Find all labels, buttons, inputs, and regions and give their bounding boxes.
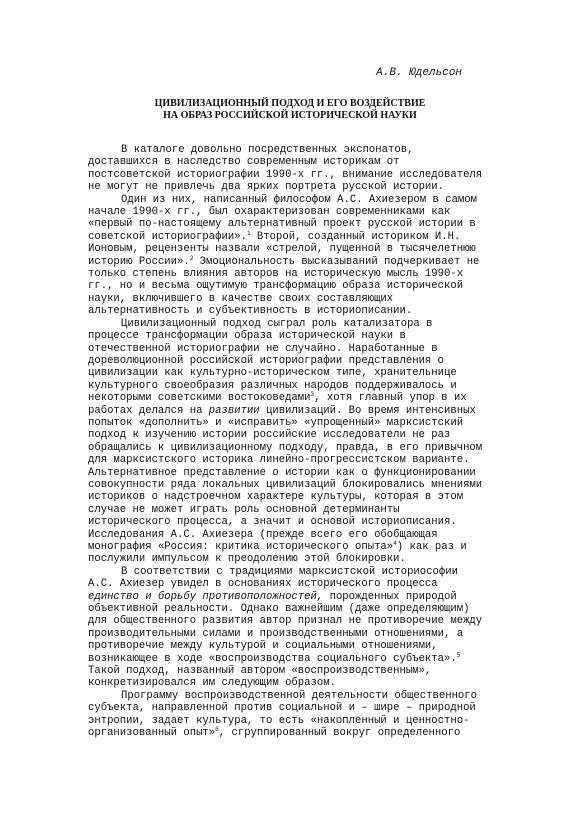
footnote-ref-3[interactable]: 3	[310, 391, 315, 399]
text-line: дореволюционной российской историографии представления о	[88, 354, 445, 367]
text-line: Альтернативное представление о истории как о функционировании	[88, 466, 476, 479]
text-line	[88, 653, 500, 665]
text-fragment: ) как раз и	[396, 541, 467, 553]
text-line: В соответствии с традициями марксистской историософии	[121, 565, 458, 578]
text-line: послужили импульсом к преодолению этой блокировки.	[88, 553, 406, 566]
text-line: подход к изучению истории российские исследователи не раз	[88, 429, 451, 442]
text-line: Цивилизационный подход сыграл роль катализатора в	[121, 317, 433, 330]
author-name: А.В. Юдельсон	[376, 67, 462, 79]
text-line: постсоветской историографии 1990-х гг., внимание исследователя	[88, 168, 483, 181]
text-line: Программу воспроизводственной деятельности общественного	[121, 689, 478, 702]
title-line-1: ЦИВИЛИЗАЦИОННЫЙ ПОДХОД И ЕГО ВОЗДЕЙСТВИЕ	[154, 98, 426, 109]
text-fragment: , сгруппированный вокруг определенного	[218, 727, 461, 740]
text-line: отечественной историографии не случайно. Наработанные в	[88, 342, 438, 355]
paragraph-2	[88, 194, 500, 318]
text-line: исторического процесса, а значит и основой историописания.	[88, 516, 457, 529]
text-line: Такой подход, названный автором «воспроизводственным»,	[88, 665, 432, 678]
text-line: обращались к цивилизационному подходу, правда, в его привычном	[88, 441, 483, 454]
text-line: производительными силами и производственными отношениями, а	[88, 627, 464, 640]
text-fragment: советской историографии».	[88, 230, 247, 243]
text-line: случае не может играть роль основной детерминанты	[88, 503, 400, 516]
article-title	[0, 98, 580, 122]
footnote-ref-1[interactable]: 1	[246, 229, 251, 237]
text-line: историков о надстроечном характере культуры, которая в этом	[88, 491, 464, 504]
text-fragment: работах делался на	[88, 404, 209, 417]
text-line: для марксистского историка линейно-прогрессистском варианте.	[88, 454, 470, 467]
text-fragment: организованный опыт»	[88, 727, 216, 740]
emphasis-text: развитии	[208, 404, 260, 417]
footnote-ref-5[interactable]: 5	[456, 651, 461, 659]
text-fragment: Эмоциональность высказываний подчеркивает не	[193, 255, 480, 268]
text-line: начале 1990-х гг., был охарактеризован современниками как	[88, 206, 451, 219]
text-line: совокупности ряда локальных цивилизаций блокировались мнениями	[88, 478, 483, 491]
text-line: Ионовым, рецензенты назвали «стрелой, пущенной в тысячелетнюю	[88, 243, 476, 256]
article-body	[88, 144, 500, 740]
text-line: энтропии, задает культура, то есть «накопленный и ценностно-	[88, 714, 470, 727]
text-fragment: возникающее в ходе «воспроизводства социального субъекта».	[88, 652, 457, 665]
text-line: субъекта, направленной против социальной и – шире – природной	[88, 702, 476, 715]
text-line: процессе трансформации образа исторической науки в	[88, 330, 406, 343]
paragraph-3	[88, 318, 500, 566]
text-line: попыток «дополнить» и «исправить» «упрощенный» марксистский	[88, 416, 464, 429]
text-line	[88, 591, 500, 603]
text-line: объективной реальности. Однако важнейшим (даже определяющим)	[88, 603, 470, 616]
footnote-ref-6[interactable]: 6	[215, 726, 219, 734]
text-line: науки, включившего в качестве своих составляющих	[88, 292, 394, 305]
text-line: гг., но и весьма ощутимую трансформацию образа исторической	[88, 280, 464, 293]
text-line: «первый по-настоящему альтернативный проект русской истории в	[88, 218, 476, 231]
emphasis-text: единство и борьбу противоположностей,	[88, 590, 324, 603]
text-line	[88, 541, 500, 553]
text-line: противоречие между культурой и социальными отношениями,	[88, 640, 438, 653]
text-line: Исследования А.С. Ахиезера (прежде всего его обобщающая	[88, 528, 438, 541]
text-fragment: некоторыми советскими востоковедами	[88, 392, 311, 405]
text-line: В каталоге довольно посредственных экспонатов,	[121, 144, 414, 156]
text-line: альтернативность и субъективность в историописании.	[88, 305, 413, 318]
text-line: Один из них, написанный философом А.С. Ахиезером в самом	[121, 193, 478, 206]
text-line	[88, 231, 500, 243]
text-line: конкретизировался им следующим образом.	[88, 677, 336, 690]
text-line: только степень влияния авторов на историческую мысль 1990-х	[88, 268, 464, 281]
paragraph-1	[88, 144, 500, 194]
footnote-ref-4[interactable]: 4	[393, 540, 397, 547]
text-fragment: , хотя главный упор в их	[314, 392, 467, 405]
text-line: не могут не привлечь два ярких портрета русской истории.	[88, 181, 445, 194]
text-line	[88, 405, 500, 417]
text-line: А.С. Ахиезер увидел в основаниях исторического процесса	[88, 578, 438, 591]
paragraph-4	[88, 566, 500, 690]
footnote-ref-2[interactable]: 2	[189, 254, 194, 262]
title-line-2: НА ОБРАЗ РОССИЙСКОЙ ИСТОРИЧЕСКОЙ НАУКИ	[163, 110, 417, 121]
text-line: культурного своеобразия различных народов поддерживалось и	[88, 379, 457, 392]
text-line: цивилизации как культурно-историческом типе, хранительнице	[88, 367, 457, 380]
text-fragment: монография «Россия: критика исторического опыта»	[88, 541, 394, 553]
paragraph-5	[88, 690, 500, 740]
text-fragment: порожденных природой	[323, 590, 457, 603]
text-line: доставшихся в наследство современным историкам от	[88, 156, 400, 169]
text-line	[88, 256, 500, 268]
text-fragment: историю России».	[88, 255, 190, 268]
text-fragment: Второй, созданный историком И.Н.	[250, 230, 461, 243]
text-line	[88, 392, 500, 404]
text-line	[88, 727, 500, 739]
text-fragment: цивилизаций. Во время интенсивных	[259, 404, 476, 417]
text-line: для общественного развития автор признал не противоречие между	[88, 615, 483, 628]
